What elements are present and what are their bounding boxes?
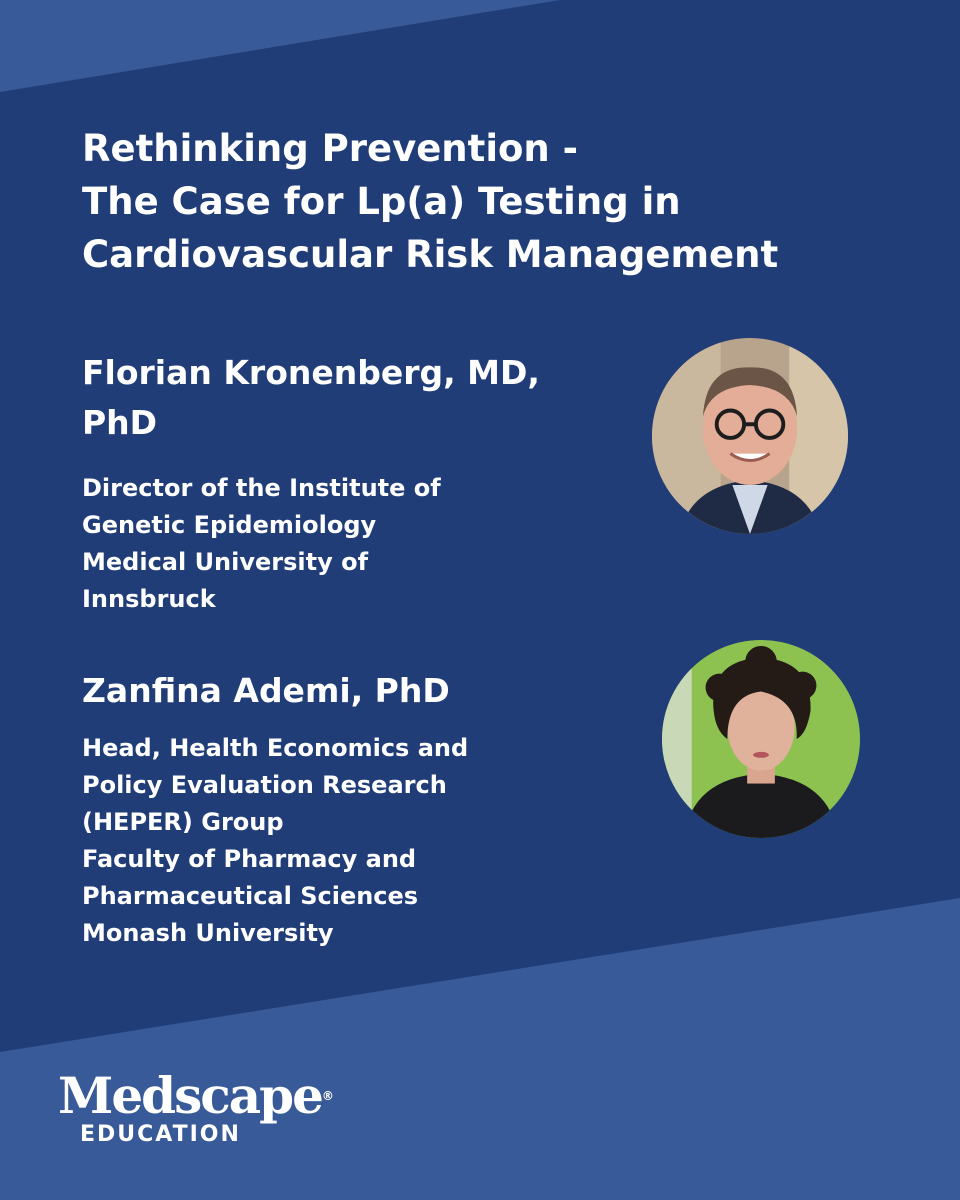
registered-mark: ®	[321, 1089, 334, 1103]
top-band	[0, 0, 560, 92]
title-line-3: Cardiovascular Risk Management	[82, 233, 779, 276]
speaker-2-name-line-1: Zanfina Ademi, PhD	[82, 671, 450, 710]
speaker-2-photo	[662, 640, 860, 838]
speaker-1-affiliation-line-2: Genetic Epidemiology	[82, 511, 377, 539]
speaker-1-affiliation-line-1: Director of the Institute of	[82, 474, 441, 502]
speaker-1-portrait-image	[652, 338, 848, 534]
speaker-1-photo	[652, 338, 848, 534]
speaker-1-affiliation-line-4: Innsbruck	[82, 585, 216, 613]
medscape-wordmark	[58, 1068, 334, 1124]
speaker-2-affiliation-line-1: Head, Health Economics and	[82, 734, 469, 762]
medscape-education-logo	[58, 1068, 334, 1146]
title-line-1: Rethinking Prevention -	[82, 127, 579, 170]
speaker-2-affiliation-line-3: (HEPER) Group	[82, 808, 284, 836]
speaker-2-name	[82, 666, 450, 716]
speaker-2-affiliation-line-4: Faculty of Pharmacy and	[82, 845, 417, 873]
education-label: EDUCATION	[80, 1122, 241, 1147]
speaker-1-name	[82, 348, 540, 448]
speaker-1-name-line-2: PhD	[82, 403, 158, 442]
speaker-2-portrait-image	[662, 640, 860, 838]
speaker-2-affiliation-line-2: Policy Evaluation Research	[82, 771, 447, 799]
medscape-wordmark-text: Medscape	[58, 1066, 322, 1125]
speaker-1-affiliation	[82, 470, 441, 618]
speaker-2-affiliation	[82, 730, 468, 952]
speaker-1-name-line-1: Florian Kronenberg, MD,	[82, 353, 540, 392]
title-line-2: The Case for Lp(a) Testing in	[82, 180, 681, 223]
speaker-2-affiliation-line-5: Pharmaceutical Sciences	[82, 882, 419, 910]
speaker-2-affiliation-line-6: Monash University	[82, 919, 334, 947]
event-title	[82, 122, 902, 281]
speaker-1-affiliation-line-3: Medical University of	[82, 548, 369, 576]
